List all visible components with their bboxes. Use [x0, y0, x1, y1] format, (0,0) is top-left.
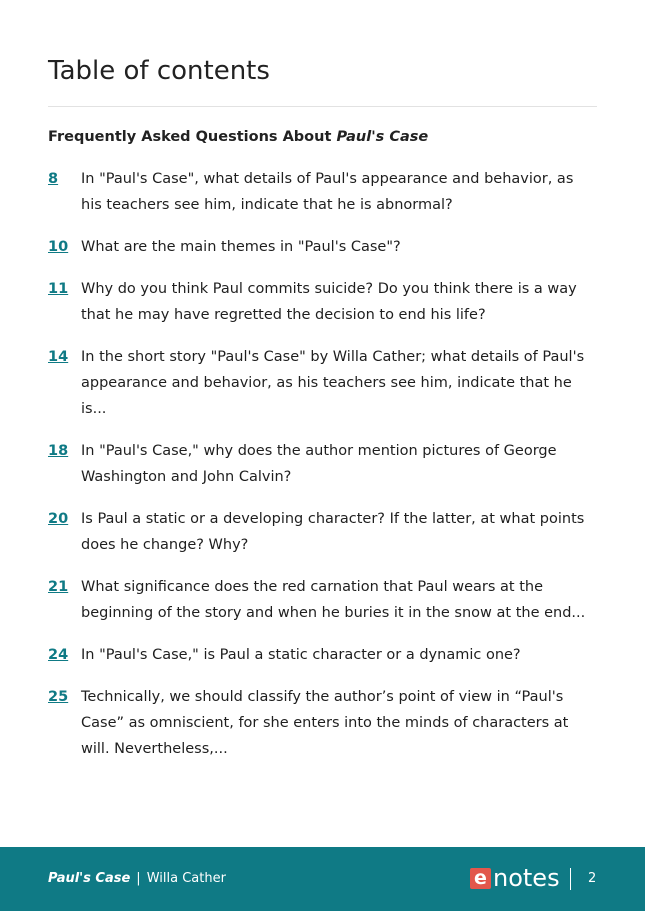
toc-question-text: Why do you think Paul commits suicide? Do you think there is a way that he may have regretted the decision to end his life?	[81, 281, 577, 323]
toc-page-link[interactable]: 14	[48, 349, 69, 365]
footer-book-info	[48, 871, 226, 886]
title-divider	[48, 106, 597, 107]
enotes-logo	[470, 865, 560, 891]
section-heading	[48, 129, 428, 145]
section-heading-title: Paul's Case	[336, 129, 429, 145]
toc-page-link[interactable]: 25	[48, 689, 69, 705]
toc-item	[48, 506, 597, 558]
page-title: Table of contents	[48, 56, 270, 86]
toc-item	[48, 642, 597, 668]
toc-question-text: In "Paul's Case," why does the author mention pictures of George Washington and John Calvin?	[81, 443, 557, 485]
toc-question-text: In the short story "Paul's Case" by Willa Cather; what details of Paul's appearance and behavior, as his teachers see him, indicate that he is...	[81, 349, 585, 417]
footer-book-title: Paul's Case	[48, 871, 131, 886]
toc-question-text: In "Paul's Case," is Paul a static character or a dynamic one?	[81, 647, 521, 663]
toc-item	[48, 438, 597, 490]
enotes-logo-wordmark: notes	[493, 864, 560, 892]
toc-item	[48, 166, 597, 218]
toc-item	[48, 344, 597, 422]
page-footer	[0, 847, 645, 911]
toc-item	[48, 684, 597, 762]
toc-item	[48, 574, 597, 626]
page-number: 2	[588, 871, 597, 886]
toc-question-text: What significance does the red carnation that Paul wears at the beginning of the story and when he buries it in the snow at the end...	[81, 579, 586, 621]
footer-separator: |	[136, 871, 141, 886]
footer-author: Willa Cather	[146, 871, 226, 886]
toc-page-link[interactable]: 20	[48, 511, 69, 527]
toc-question-text: What are the main themes in "Paul's Case"?	[81, 239, 401, 255]
section-heading-prefix: Frequently Asked Questions About	[48, 129, 337, 145]
toc-question-text: Is Paul a static or a developing character? If the latter, at what points does he change? Why?	[81, 511, 585, 553]
toc-item	[48, 234, 597, 260]
toc-page-link[interactable]: 21	[48, 579, 69, 595]
toc-page-link[interactable]: 8	[48, 171, 59, 187]
toc-page-link[interactable]: 18	[48, 443, 69, 459]
toc-item	[48, 276, 597, 328]
toc-page-link[interactable]: 10	[48, 239, 69, 255]
enotes-logo-icon: e	[470, 868, 491, 889]
toc-page-link[interactable]: 11	[48, 281, 69, 297]
toc-question-text: Technically, we should classify the author’s point of view in “Paul's Case” as omniscient, for she enters into the minds of characters at will. Nevertheless,...	[81, 689, 569, 757]
toc-page-link[interactable]: 24	[48, 647, 69, 663]
toc-question-text: In "Paul's Case", what details of Paul's appearance and behavior, as his teachers see him, indicate that he is abnormal?	[81, 171, 574, 213]
toc-list	[48, 166, 597, 778]
footer-divider	[570, 868, 571, 890]
